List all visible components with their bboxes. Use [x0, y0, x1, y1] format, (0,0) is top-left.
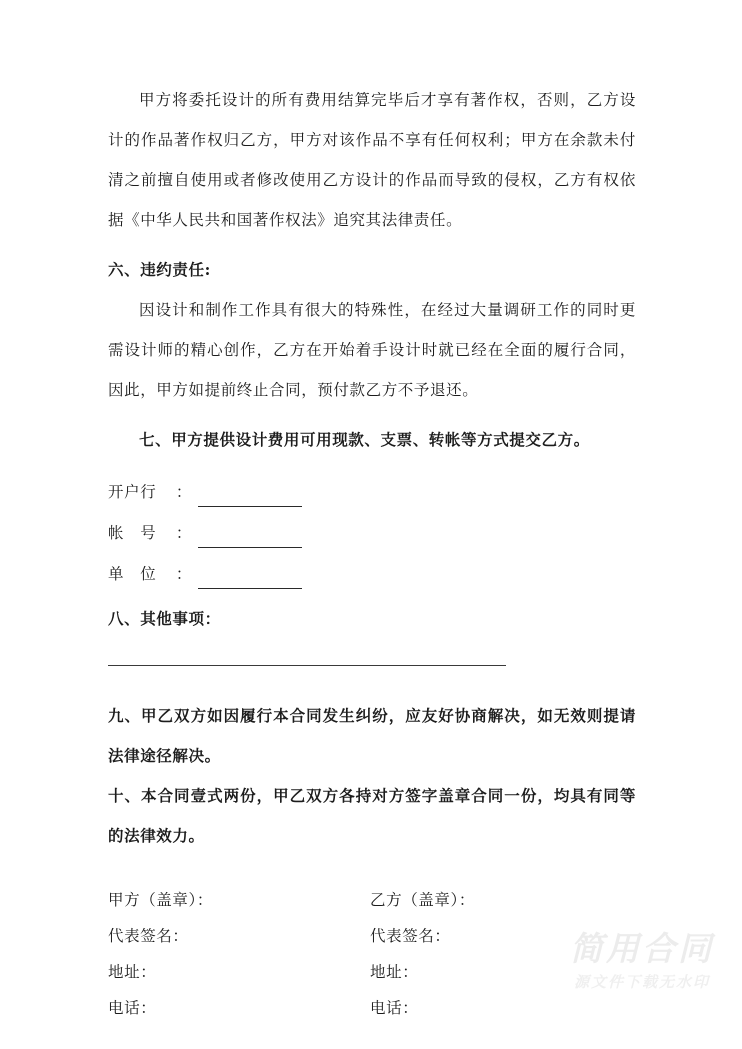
watermark-tagline-text: 源文件下载无水印: [573, 973, 710, 991]
signature-column-party-b: [370, 882, 632, 1026]
party-b-address-label: 地址：: [370, 963, 419, 981]
document-content: [108, 80, 636, 1026]
paragraph-spacer: [108, 666, 636, 696]
unit-name-input[interactable]: [198, 564, 302, 589]
watermark-brand-text: 简用合同: [570, 929, 714, 968]
party-a-representative-label: 代表签名：: [108, 927, 189, 945]
party-a-address-label: 地址：: [108, 963, 157, 981]
bank-field-label: [108, 559, 192, 589]
bank-field-row: [108, 466, 636, 507]
account-number-input[interactable]: [198, 523, 302, 548]
bank-field-label: [108, 477, 192, 507]
bank-field-label-text: 帐 号: [108, 524, 157, 542]
bank-field-row: [108, 548, 636, 589]
section-seven-heading: 七、甲方提供设计费用可用现款、支票、转帐等方式提交乙方。: [139, 430, 590, 449]
signature-block: [108, 882, 636, 1026]
bank-field-colon: ：: [175, 483, 192, 501]
bank-field-colon: ：: [175, 524, 192, 542]
bank-name-input[interactable]: [198, 482, 302, 507]
section-ten-paragraph: 十、本合同壹式两份，甲乙双方各持对方签字盖章合同一份，均具有同等的法律效力。: [108, 786, 636, 845]
bank-field-label-text: 开户行: [108, 483, 157, 501]
party-b-phone-label: 电话：: [370, 999, 419, 1017]
section-nine-paragraph: 九、甲乙双方如因履行本合同发生纠纷，应友好协商解决，如无效则提请法律途径解决。: [108, 706, 636, 765]
party-b-representative-label: 代表签名：: [370, 927, 451, 945]
section-six-heading: 六、违约责任:: [108, 260, 211, 279]
bank-field-label-text: 单 位: [108, 565, 157, 583]
bank-field-row: [108, 507, 636, 548]
section-eight-heading: 八、其他事项：: [108, 609, 221, 628]
party-a-phone-label: 电话：: [108, 999, 157, 1017]
bank-field-colon: ：: [175, 565, 192, 583]
paragraph-spacer: [108, 410, 636, 420]
party-a-seal-label: 甲方（盖章）：: [108, 891, 213, 909]
bank-fields-group: [108, 466, 636, 589]
party-b-seal-label: 乙方（盖章）：: [370, 891, 475, 909]
paragraph-spacer: [108, 589, 636, 599]
bank-field-label: [108, 518, 192, 548]
paragraph-spacer: [108, 240, 636, 250]
section-six-paragraph: 因设计和制作工作具有很大的特殊性，在经过大量调研工作的同时更需设计师的精心创作，乙方在开始着手设计时就已经在全面的履行合同，因此，甲方如提前终止合同，预付款乙方不予退还。: [108, 301, 636, 399]
copyright-paragraph: 甲方将委托设计的所有费用结算完毕后才享有著作权，否则，乙方设计的作品著作权归乙方，甲方对该作品不享有任何权利；甲方在余款未付清之前擅自使用或者修改使用乙方设计的作品而导致的侵权，乙方有权依据《中华人民共和国著作权法》追究其法律责任。: [108, 91, 636, 229]
signature-column-party-a: [108, 882, 370, 1026]
